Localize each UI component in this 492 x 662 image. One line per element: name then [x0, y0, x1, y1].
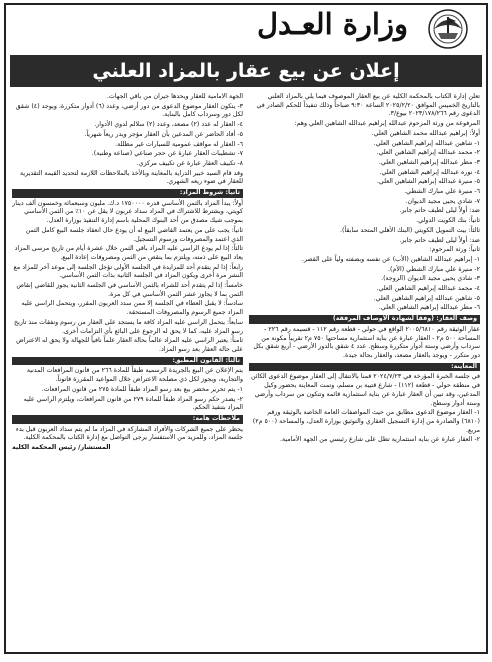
important-text: يحظر على جميع الشركات والأفراد المشاركة في المزاد ما لم يتم سداد العربون قبل بدء جلسة المزاد، وللمزيد من الاستفسار يرجى التواصل مع إدارة الكتاب بالمحكمة الكلية.: [15, 425, 243, 442]
party-line: ثانياً: بنك الكويت الدولي.: [416, 217, 480, 225]
feature-line: ٨- تكييف العقار عبارة عن تكييف مركزي.: [136, 159, 243, 167]
feature-line: ٥- أفاد الحاضر عن المدعين بأن العقار مؤجر ويدر ريعاً شهرياً.: [84, 130, 243, 138]
signature: المستشار/ رئيس المحكمة الكلية: [12, 444, 111, 452]
law-text: يتم الإعلان عن البيع بالجريدة الرسمية طبقاً للمادة ٢٦٦ من قانون المرافعات المدنية والتجارية، ويجوز لكل ذي مصلحة الاعتراض خلال المواعيد المقررة قانوناً.: [26, 367, 243, 384]
announcement-body: [12, 93, 480, 648]
condition-line: سابعاً: يتحمل الراسي عليه المزاد كافة ما يستجد على العقار من رسوم ونفقات منذ تاريخ رسو المزاد عليه، كما لا يحق له الرجوع على البائع بأي التزامات أخرى.: [14, 318, 243, 335]
party-line: ٢- منيرة علي مبارك الشطي (الأم).: [388, 265, 480, 273]
intro-text: تعلن إدارة الكتاب بالمحكمة الكلية عن بيع العقار الموصوف فيما يلي بالمزاد العلني بالتاريخ الخميس الموافق ٢٠٢٥/٢/٢٠ الساعة ٩:٣٠ صباحاً وذلك تنفيذاً للحكم الصادر في الدعوى رقم ٢٠٢٣/١٧٨/٢٦٦ بيوع/٣.: [256, 93, 480, 118]
party-line: ٥- منيرة عبدالله إبراهيم الشاهين العلي.: [376, 178, 480, 186]
left-column: [12, 93, 243, 648]
section-heading-conditions: ثانياً: شروط المزاد:: [12, 189, 243, 198]
kuwait-emblem-icon: [420, 7, 476, 51]
party-line: ضد: أولاً ليلى لطيف حاتم جابر.: [399, 236, 480, 244]
party-line: ٢- محمد عبدالله إبراهيم الشاهين العلي.: [376, 149, 480, 157]
party-line: أولاً: إبراهيم عبدالله محمد الشاهين العلي.: [371, 129, 480, 137]
party-line: ثانياً: ورثة المرحوم:: [429, 246, 480, 254]
ministry-title: وزارة العـدل: [256, 7, 408, 41]
party-line: ٤- نوره عبدالله إبراهيم الشاهين العلي.: [379, 168, 480, 176]
party-line: ٧- شادي يحيى مجيد الديوان.: [405, 197, 480, 205]
inspection-text: في جلسة الخبرة المؤرخة في ٢٠٢٤/٧/٢٣ قمنا بالانتقال إلى العقار موضوع الدعوى الكائن في منطقة حولي - قطعة (١١٢) - شارع قتيبة بن مسلم، وتمت المعاينة بحضور وكيل المدعين، وقد تبين أن العقار عبارة عن بناية استثمارية قائمة وتتكون من سرداب وأرضي وستة أدوار وسطح.: [250, 373, 480, 407]
section-heading-inspection: المعاينة:: [249, 363, 480, 372]
property-description: عقار الوثيقة رقم ٢٠٠٥/٦٨١٠ الواقع في حولي - قطعة رقم ١١٢ - قسيمة رقم ٢٢٦ - المساحة ٥٠٠ م٢ - العقار عبارة عن بناية استثمارية مساحتها ٧٥٠ م٢ تقريباً مكونة من سرداب وأرضي وستة أدوار متكررة وسطح. عدد ٤ شقق بالدور الأرضي - أربع شقق بكل دور متكرر - ويوجد بالعقار مصعد، والعقار بحالة جيدة.: [253, 325, 480, 359]
law-line: ١- يتم تحرير محضر بيع بعد رسو المزاد طبقاً للمادة ٢٧٥ من قانون المرافعات.: [41, 385, 243, 393]
party-line: ضد: أولاً ليلى لطيف حاتم جابر.: [399, 207, 480, 215]
condition-line: رابعاً: إذا لم يتقدم أحد للمزايدة في الجلسة الأولى تؤجل الجلسة إلى موعد آخر للمزاد مع النشر مرة أخرى ويكون المزاد في الجلسة الثانية بذات الثمن الأساسي.: [13, 263, 243, 280]
law-line: ٢- يصدر حكم رسو المزاد طبقاً للمادة ٢٧٩ من قانون المرافعات، ويلتزم الراسي عليه المزاد بتنفيذ الحكم.: [23, 395, 243, 412]
announcement-page: [4, 3, 488, 654]
condition-line: خامساً: إذا لم يتقدم أحد للشراء بالثمن الأساسي في الجلسة الثانية يجوز للقاضي إنقاص الثمن بما لا يجاوز عشر الثمن الأساسي في كل مرة.: [16, 282, 243, 298]
party-line: ١- شاهين عبدالله إبراهيم الشاهين العلي.: [373, 139, 480, 147]
party-line: ٥- شاهين عبدالله إبراهيم الشاهين العلي.: [373, 294, 480, 302]
parties-lead: المرفوعة من ورثة المرحوم عبدالله إبراهيم عبدالله الشاهين العلي وهم:: [294, 120, 480, 128]
header: [6, 5, 486, 53]
party-line: ٤- محمد عبدالله إبراهيم الشاهين العلي.: [376, 285, 480, 293]
feature-line: ٦- العقار له مواقف عمومية للسيارات غير مظللة.: [115, 140, 243, 148]
condition-line: ثامناً: يعتبر الراسي عليه المزاد عالماً بحالة العقار علماً نافياً للجهالة ولا يحق له الاعتراض على حالة العقار بعد رسو المزاد.: [16, 337, 243, 353]
section-heading-property: وصف العقار: (وفقاً لشهادة الأوصاف المرفقة): [249, 315, 480, 324]
party-line: ٦- منيرة علي مبارك الشطي.: [404, 188, 480, 196]
party-line: ٣- مطر عبدالله إبراهيم الشاهين العلي.: [378, 158, 480, 166]
right-column: [249, 93, 480, 648]
section-heading-law: ثالثاً: القانون المطبق:: [12, 357, 243, 366]
note-line: ٢- العقار عبارة عن بناية استثمارية تطل على شارع رئيسي من الجهة الأمامية.: [279, 436, 480, 444]
feature-line: ٧- تشطيبات العقار عبارة عن حجر صناعي (صناعة وطنية).: [91, 150, 243, 158]
condition-line: سادساً: لا يقبل العطاء في الجلسة إلا ممن سدد العربون المقرر، ويتحمل الراسي عليه المزاد جميع الرسوم والمصروفات المستحقة.: [21, 300, 243, 317]
feature-line: ٤- العقار له عدد (٢) مصعد، وعدد (٢) سلالم لدوي الأدوار.: [94, 121, 243, 129]
condition-line: أولاً: يبدأ المزاد بالثمن الأساسي قدره ١٧٥٠٠٠٠ د.ك. مليون وسبعمائة وخمسون ألف دينار كويتي، ويشترط للاشتراك في المزاد سداد عربون لا يقل عن ١٠٪ من الثمن الأساسي بموجب شيك مصدق من أحد البنوك المحلية باسم إدارة التنفيذ بوزارة العدل.: [12, 199, 243, 225]
party-line: ثالثاً: بيت التمويل الكويتي (البنك الأهلي المتحد سابقاً).: [340, 226, 480, 234]
continuation-text: الجهة الأمامية للعقار ويحدها جيران من باقي الجهات.: [106, 93, 243, 100]
announcement-title: إعلان عن بيع عقار بالمزاد العلني: [10, 55, 482, 87]
party-line: ١- إبراهيم عبدالله الشاهين (الأب) عن نفسه وبصفته ولياً على القصر.: [301, 255, 480, 263]
condition-line: ثالثاً: إذا لم يودع الراسي عليه المزاد باقي الثمن خلال عشرة أيام من تاريخ مرسى المزاد يعاد البيع على ذمته، ويلتزم بما ينقص من الثمن ومصروفات إعادة البيع.: [14, 245, 243, 261]
note-line: ١- العقار موضوع الدعوى مطابق من حيث المواصفات العامة الخاصة بالوثيقة ورقم (٦٨١٠) والصادرة من إدارة التسجيل العقاري والتوثيق بوزارة العدل، والمساحة (٥٠٠ م٢) مربع.: [252, 409, 480, 434]
party-line: ٣- شادي يحيى مجيد الديوان (الزوجة).: [381, 275, 480, 283]
section-heading-important: ملاحظات هامة:: [12, 415, 243, 424]
feature-line: ٣- يتكون العقار موضوع الدعوى من دور أرضي، وعدد (٦) أدوار متكررة، ويوجد (٤) شقق لكل دور وسرداب كامل بالبناية.: [15, 102, 243, 119]
valuation-text: وقد قام السيد خبير الدراية بالمعاينة وبالأخذ بالملاحظات اللازمة لتحديد القيمة التقديرية للعقار في ضوء ريعه الشهري.: [19, 169, 243, 186]
party-line: ٦- مطر عبدالله إبراهيم الشاهين العلي.: [378, 304, 480, 312]
condition-line: ثانياً: يجب على من يعتمد القاضي البيع له أن يودع حال انعقاد جلسة البيع كامل الثمن الذي اعتمد والمصروفات ورسوم التسجيل.: [25, 226, 243, 243]
